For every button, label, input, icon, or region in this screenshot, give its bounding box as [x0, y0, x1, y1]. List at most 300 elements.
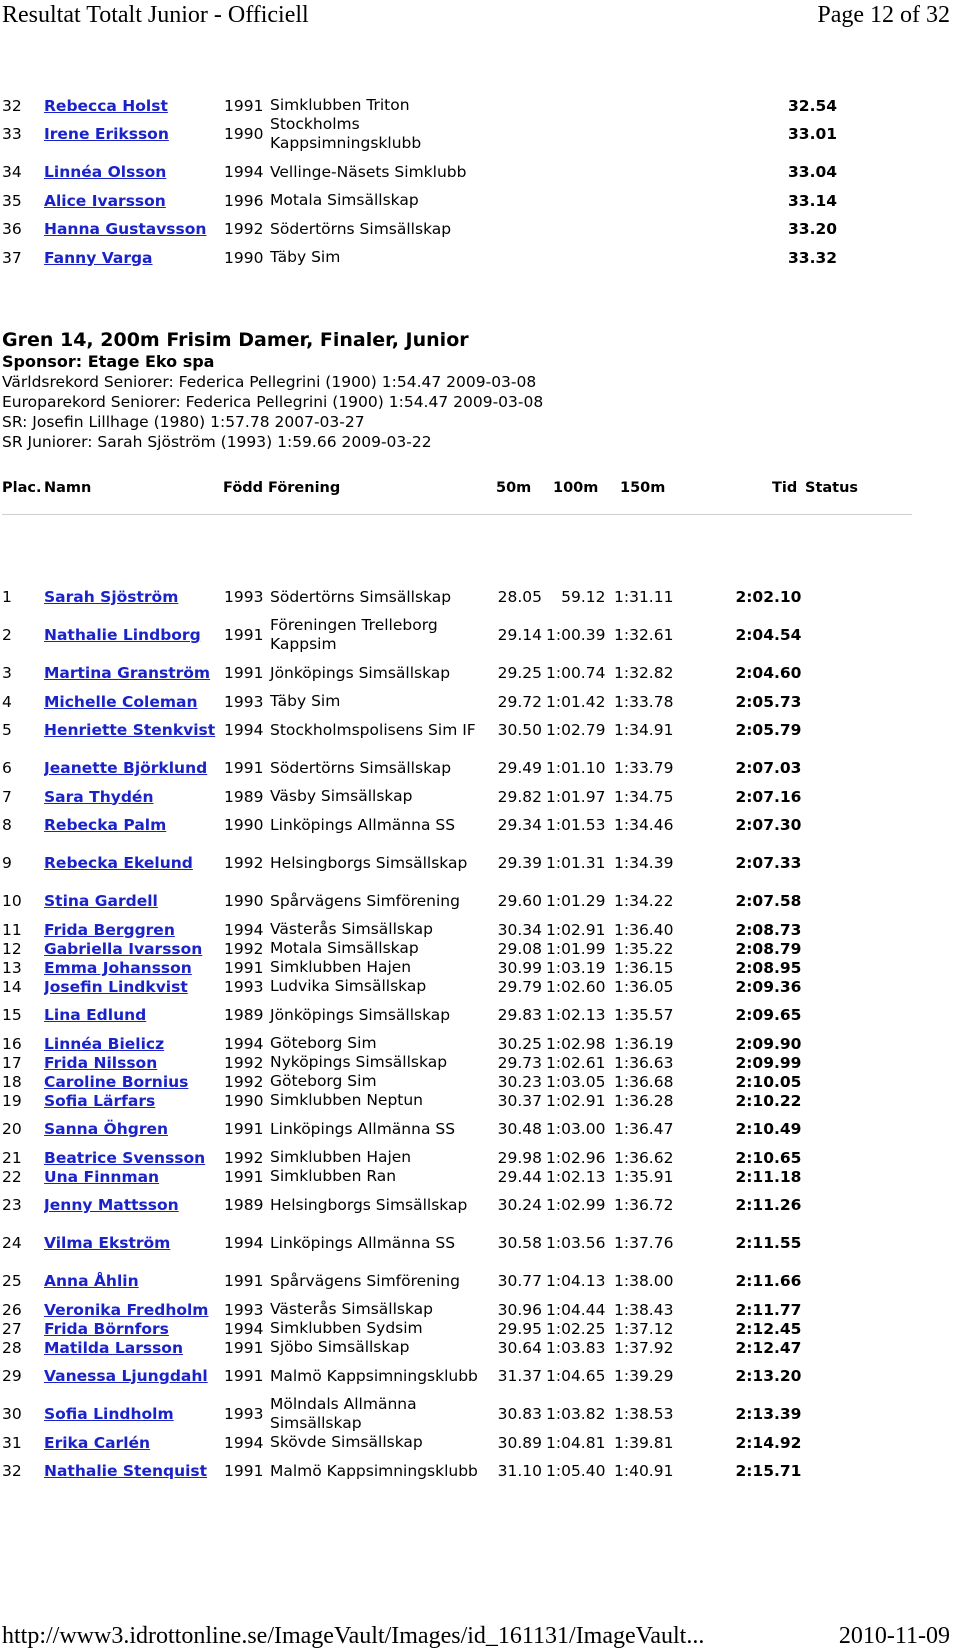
name-cell	[44, 115, 224, 153]
swimmer-link[interactable]: Hanna Gustavsson	[44, 220, 207, 238]
name-cell	[44, 1224, 224, 1262]
split-150m-cell: 1:36.19	[614, 1034, 674, 1053]
table-row	[0, 1395, 801, 1433]
tid-cell: 2:11.18	[735, 1167, 802, 1186]
club-cell: Helsingborgs Simsällskap	[270, 1195, 468, 1214]
split-100m-cell: 1:01.42	[546, 692, 606, 711]
split-150m-cell: 1:31.11	[614, 588, 674, 606]
table-row	[0, 1186, 801, 1224]
plac-cell: 7	[2, 787, 12, 806]
table-row	[0, 1452, 801, 1490]
record-world: Världsrekord Seniorer: Federica Pellegrini (1900) 1:54.47 2009-03-08	[2, 373, 537, 391]
split-50m-cell: 29.44	[497, 1167, 542, 1186]
plac-cell: 1	[2, 588, 12, 606]
name-cell	[44, 806, 224, 844]
year-cell: 1990	[224, 248, 264, 267]
year-cell: 1992	[224, 1148, 264, 1167]
tid-cell: 2:10.05	[735, 1072, 802, 1091]
split-100m-cell: 1:00.74	[546, 664, 606, 682]
club-cell: Södertörns Simsällskap	[270, 587, 452, 606]
table-row	[0, 210, 837, 248]
col-namn: Namn	[44, 480, 92, 496]
name-cell	[44, 1262, 224, 1300]
year-cell: 1991	[224, 759, 264, 777]
tid-cell: 2:07.03	[735, 759, 802, 777]
table-row	[0, 977, 801, 996]
spacer-cell	[468, 210, 788, 248]
table-row	[0, 787, 801, 806]
plac-cell: 24	[2, 1234, 22, 1252]
swimmer-link[interactable]: Linnéa Olsson	[44, 163, 167, 181]
plac-cell: 35	[2, 191, 22, 210]
name-cell	[44, 654, 224, 692]
table-row	[0, 115, 837, 153]
name-cell	[44, 1186, 224, 1224]
plac-cell: 2	[2, 626, 12, 644]
split-150m-cell: 1:36.63	[614, 1053, 674, 1072]
plac-cell: 10	[2, 892, 22, 910]
name-cell	[44, 1091, 224, 1110]
club-cell: Spårvägens Simförening	[270, 1271, 460, 1290]
event-info	[2, 328, 543, 452]
name-cell	[44, 1148, 224, 1167]
plac-cell: 8	[2, 816, 12, 834]
tid-cell: 2:07.33	[735, 854, 802, 872]
split-50m-cell: 30.77	[497, 1272, 542, 1290]
split-150m-cell: 1:33.79	[614, 759, 674, 777]
split-100m-cell: 1:01.99	[546, 939, 606, 958]
table-row	[0, 920, 801, 939]
name-cell	[44, 1110, 224, 1148]
col-status: Status	[805, 480, 859, 496]
name-cell	[44, 1319, 224, 1338]
split-150m-cell: 1:40.91	[614, 1462, 674, 1480]
table-row	[0, 1053, 801, 1072]
year-cell: 1994	[224, 1034, 264, 1053]
split-100m-cell: 1:01.10	[546, 759, 606, 777]
club-cell: Simklubben Triton	[270, 96, 410, 114]
split-50m-cell: 29.60	[497, 892, 542, 910]
tid-cell: 2:11.66	[735, 1272, 802, 1290]
split-150m-cell: 1:34.22	[614, 892, 674, 910]
header-divider	[2, 514, 912, 515]
col-plac: Plac.	[2, 480, 42, 496]
split-50m-cell: 30.64	[497, 1338, 542, 1357]
year-cell: 1992	[224, 220, 264, 238]
swimmer-link[interactable]: Emma Johansson	[44, 958, 192, 977]
swimmer-link[interactable]: Stina Gardell	[44, 892, 158, 910]
year-cell: 1990	[224, 125, 264, 143]
year-cell: 1994	[224, 1433, 264, 1452]
year-cell: 1991	[224, 626, 264, 644]
name-cell	[44, 977, 224, 996]
split-50m-cell: 30.23	[497, 1072, 542, 1091]
plac-cell: 13	[2, 958, 22, 977]
results-table	[0, 578, 801, 1490]
tid-cell: 2:15.71	[735, 1462, 802, 1480]
split-50m-cell: 30.89	[497, 1433, 542, 1452]
swimmer-link[interactable]: Frida Börnfors	[44, 1319, 169, 1338]
table-row	[0, 711, 801, 749]
plac-cell: 18	[2, 1072, 22, 1091]
name-cell	[44, 1357, 224, 1395]
year-cell: 1994	[224, 1234, 264, 1252]
table-row	[0, 1357, 801, 1395]
club-cell: Simklubben Ran	[270, 1167, 397, 1185]
swimmer-link[interactable]: Sara Thydén	[44, 787, 154, 806]
tid-cell: 2:12.47	[735, 1338, 802, 1357]
spacer-cell	[468, 115, 788, 153]
col-50m: 50m	[496, 480, 532, 496]
split-150m-cell: 1:36.47	[614, 1120, 674, 1138]
name-cell	[44, 191, 224, 210]
swimmer-link[interactable]: Vanessa Ljungdahl	[44, 1367, 208, 1385]
year-cell: 1994	[224, 163, 264, 181]
name-cell	[44, 939, 224, 958]
year-cell: 1993	[224, 1300, 264, 1319]
plac-cell: 6	[2, 759, 12, 777]
tid-cell: 2:09.65	[735, 1006, 802, 1024]
plac-cell: 32	[2, 1462, 22, 1480]
split-100m-cell: 1:01.53	[546, 816, 606, 834]
split-100m-cell: 1:05.40	[546, 1462, 606, 1480]
table-row	[0, 96, 837, 115]
club-cell: Simklubben Neptun	[270, 1091, 424, 1109]
year-cell: 1990	[224, 1091, 264, 1110]
spacer-cell	[468, 248, 788, 267]
club-cell: Malmö Kappsimningsklubb	[270, 1366, 478, 1385]
plac-cell: 27	[2, 1319, 22, 1338]
spacer-cell	[468, 191, 788, 210]
table-row	[0, 806, 801, 844]
record-sr-junior: SR Juniorer: Sarah Sjöström (1993) 1:59.66 2009-03-22	[2, 433, 432, 451]
year-cell: 1989	[224, 1196, 264, 1214]
name-cell	[44, 96, 224, 115]
year-cell: 1991	[224, 1272, 264, 1290]
club-cell: Helsingborgs Simsällskap	[270, 853, 468, 872]
swimmer-link[interactable]: Caroline Bornius	[44, 1072, 189, 1091]
split-150m-cell: 1:38.53	[614, 1405, 674, 1423]
footer-url: http://www3.idrottonline.se/ImageVault/Images/id_161131/ImageVault...	[2, 1623, 705, 1649]
split-100m-cell: 1:02.13	[546, 1006, 606, 1024]
name-cell	[44, 958, 224, 977]
year-cell: 1991	[224, 1120, 264, 1138]
split-50m-cell: 31.37	[497, 1367, 542, 1385]
club-cell: Sjöbo Simsällskap	[270, 1338, 410, 1356]
results-column-headers	[0, 480, 940, 500]
swimmer-link[interactable]: Nathalie Lindborg	[44, 626, 201, 644]
split-50m-cell: 29.08	[497, 939, 542, 958]
swimmer-link[interactable]: Jeanette Björklund	[44, 759, 208, 777]
tid-cell: 2:07.58	[735, 892, 802, 910]
tid-cell: 2:07.16	[735, 787, 802, 806]
name-cell	[44, 787, 224, 806]
swimmer-link[interactable]: Michelle Coleman	[44, 692, 198, 711]
record-europe: Europarekord Seniorer: Federica Pellegrini (1900) 1:54.47 2009-03-08	[2, 393, 544, 411]
split-50m-cell: 29.49	[497, 759, 542, 777]
split-100m-cell: 1:03.83	[546, 1338, 606, 1357]
swimmer-link[interactable]: Jenny Mattsson	[44, 1196, 179, 1214]
split-150m-cell: 1:38.43	[614, 1300, 674, 1319]
year-cell: 1992	[224, 1053, 264, 1072]
split-150m-cell: 1:34.91	[614, 721, 674, 739]
name-cell	[44, 153, 224, 191]
name-cell	[44, 210, 224, 248]
table-row	[0, 749, 801, 787]
split-50m-cell: 29.72	[497, 692, 542, 711]
club-cell: Stockholms Kappsimningsklubb	[270, 115, 422, 152]
split-100m-cell: 1:01.29	[546, 892, 606, 910]
split-50m-cell: 29.95	[497, 1319, 542, 1338]
table-row	[0, 1433, 801, 1452]
split-100m-cell: 1:02.96	[546, 1148, 606, 1167]
split-50m-cell: 30.99	[497, 958, 542, 977]
split-50m-cell: 29.39	[497, 854, 542, 872]
swimmer-link[interactable]: Henriette Stenkvist	[44, 721, 216, 739]
split-50m-cell: 30.83	[497, 1405, 542, 1423]
plac-cell: 33	[2, 125, 22, 143]
swimmer-link[interactable]: Anna Åhlin	[44, 1272, 139, 1290]
swimmer-link[interactable]: Beatrice Svensson	[44, 1148, 206, 1167]
tid-cell: 2:07.30	[735, 816, 802, 834]
swimmer-link[interactable]: Una Finnman	[44, 1167, 160, 1186]
name-cell	[44, 1338, 224, 1357]
split-50m-cell: 30.96	[497, 1300, 542, 1319]
name-cell	[44, 1053, 224, 1072]
split-100m-cell: 1:04.44	[546, 1300, 606, 1319]
split-150m-cell: 1:33.78	[614, 692, 674, 711]
swimmer-link[interactable]: Erika Carlén	[44, 1433, 151, 1452]
club-cell: Västerås Simsällskap	[270, 1300, 434, 1318]
swimmer-link[interactable]: Sofia Lärfars	[44, 1091, 156, 1110]
split-50m-cell: 30.24	[497, 1196, 542, 1214]
table-row	[0, 1148, 801, 1167]
plac-cell: 34	[2, 163, 22, 181]
club-cell: Ludvika Simsällskap	[270, 977, 427, 995]
col-fodd: Född	[223, 480, 264, 496]
year-cell: 1993	[224, 692, 264, 711]
year-cell: 1994	[224, 1319, 264, 1338]
split-100m-cell: 1:04.81	[546, 1433, 606, 1452]
split-100m-cell: 59.12	[561, 588, 606, 606]
split-150m-cell: 1:36.72	[614, 1196, 674, 1214]
table-row	[0, 578, 801, 616]
split-150m-cell: 1:36.68	[614, 1072, 674, 1091]
swimmer-link[interactable]: Linnéa Bielicz	[44, 1034, 165, 1053]
split-50m-cell: 30.50	[497, 721, 542, 739]
tid-cell: 2:08.95	[735, 958, 802, 977]
split-150m-cell: 1:37.76	[614, 1234, 674, 1252]
swimmer-link[interactable]: Matilda Larsson	[44, 1338, 183, 1357]
split-150m-cell: 1:36.28	[614, 1091, 674, 1110]
plac-cell: 5	[2, 721, 12, 739]
tid-cell: 2:10.65	[735, 1148, 802, 1167]
table-row	[0, 1319, 801, 1338]
split-150m-cell: 1:38.00	[614, 1272, 674, 1290]
year-cell: 1991	[224, 958, 264, 977]
club-cell: Stockholmspolisens Sim IF	[270, 720, 476, 739]
year-cell: 1991	[224, 1338, 264, 1357]
split-100m-cell: 1:03.00	[546, 1120, 606, 1138]
tid-cell: 2:12.45	[735, 1319, 802, 1338]
col-tid: Tid	[772, 480, 798, 496]
year-cell: 1989	[224, 1006, 264, 1024]
tid-cell: 2:02.10	[735, 588, 802, 606]
plac-cell: 17	[2, 1053, 22, 1072]
footer-date: 2010-11-09	[838, 1623, 950, 1649]
table-row	[0, 996, 801, 1034]
plac-cell: 4	[2, 692, 12, 711]
page-footer	[0, 1620, 960, 1652]
split-50m-cell: 29.98	[497, 1148, 542, 1167]
split-100m-cell: 1:02.61	[546, 1053, 606, 1072]
split-50m-cell: 28.05	[497, 588, 542, 606]
club-cell: Malmö Kappsimningsklubb	[270, 1461, 478, 1480]
split-100m-cell: 1:01.31	[546, 854, 606, 872]
swimmer-link[interactable]: Rebecca Holst	[44, 96, 168, 115]
split-50m-cell: 29.79	[497, 977, 542, 996]
club-cell: Göteborg Sim	[270, 1034, 377, 1052]
swimmer-link[interactable]: Frida Berggren	[44, 920, 175, 939]
event-title: Gren 14, 200m Frisim Damer, Finaler, Junior	[2, 329, 469, 351]
split-150m-cell: 1:37.92	[614, 1338, 674, 1357]
split-100m-cell: 1:02.99	[546, 1196, 606, 1214]
tid-cell: 2:10.49	[735, 1120, 802, 1138]
year-cell: 1991	[224, 1367, 264, 1385]
plac-cell: 32	[2, 96, 22, 115]
table-row	[0, 1338, 801, 1357]
tid-cell: 33.20	[788, 220, 838, 238]
split-100m-cell: 1:04.13	[546, 1272, 606, 1290]
plac-cell: 3	[2, 664, 12, 682]
swimmer-link[interactable]: Irene Eriksson	[44, 125, 169, 143]
tid-cell: 2:10.22	[735, 1091, 802, 1110]
year-cell: 1994	[224, 920, 264, 939]
table-row	[0, 958, 801, 977]
swimmer-link[interactable]: Fanny Varga	[44, 248, 153, 267]
name-cell	[44, 882, 224, 920]
club-cell: Skövde Simsällskap	[270, 1433, 423, 1451]
swimmer-link[interactable]: Sanna Öhgren	[44, 1120, 169, 1138]
tid-cell: 2:04.54	[735, 626, 802, 644]
split-100m-cell: 1:02.25	[546, 1319, 606, 1338]
plac-cell: 37	[2, 248, 22, 267]
tid-cell: 33.04	[788, 163, 838, 181]
split-50m-cell: 30.48	[497, 1120, 542, 1138]
name-cell	[44, 1433, 224, 1452]
swimmer-link[interactable]: Nathalie Stenquist	[44, 1462, 208, 1480]
split-100m-cell: 1:02.98	[546, 1034, 606, 1053]
table-row	[0, 1224, 801, 1262]
split-50m-cell: 29.83	[497, 1006, 542, 1024]
club-cell: Simklubben Sydsim	[270, 1319, 423, 1337]
plac-cell: 23	[2, 1196, 22, 1214]
table-row	[0, 1167, 801, 1186]
swimmer-link[interactable]: Lina Edlund	[44, 1006, 147, 1024]
year-cell: 1989	[224, 787, 264, 806]
club-cell: Södertörns Simsällskap	[270, 219, 452, 238]
tid-cell: 2:11.55	[735, 1234, 802, 1252]
swimmer-link[interactable]: Frida Nilsson	[44, 1053, 158, 1072]
split-150m-cell: 1:35.57	[614, 1006, 674, 1024]
page-header	[0, 0, 960, 32]
table-row	[0, 191, 837, 210]
split-100m-cell: 1:03.56	[546, 1234, 606, 1252]
table-row	[0, 692, 801, 711]
year-cell: 1993	[224, 588, 264, 606]
name-cell	[44, 248, 224, 267]
table-row	[0, 1091, 801, 1110]
swimmer-link[interactable]: Josefin Lindkvist	[44, 977, 188, 996]
club-cell: Väsby Simsällskap	[270, 787, 413, 805]
swimmer-link[interactable]: Rebecka Palm	[44, 816, 167, 834]
tid-cell: 2:08.73	[735, 920, 802, 939]
split-100m-cell: 1:03.82	[546, 1405, 606, 1423]
swimmer-link[interactable]: Gabriella Ivarsson	[44, 939, 203, 958]
swimmer-link[interactable]: Vilma Ekström	[44, 1234, 171, 1252]
split-100m-cell: 1:01.97	[546, 787, 606, 806]
tid-cell: 33.32	[788, 248, 838, 267]
table-row	[0, 939, 801, 958]
split-150m-cell: 1:35.91	[614, 1167, 674, 1186]
swimmer-link[interactable]: Martina Granström	[44, 664, 211, 682]
name-cell	[44, 1167, 224, 1186]
col-100m: 100m	[553, 480, 599, 496]
name-cell	[44, 844, 224, 882]
event-sponsor: Sponsor: Etage Eko spa	[2, 352, 215, 371]
swimmer-link[interactable]: Sarah Sjöström	[44, 588, 179, 606]
split-150m-cell: 1:36.62	[614, 1148, 674, 1167]
swimmer-link[interactable]: Sofia Lindholm	[44, 1405, 174, 1423]
split-100m-cell: 1:02.91	[546, 1091, 606, 1110]
table-row	[0, 882, 801, 920]
tid-cell: 33.01	[788, 125, 838, 143]
tid-cell: 33.14	[788, 191, 838, 210]
club-cell: Göteborg Sim	[270, 1072, 377, 1090]
split-150m-cell: 1:32.61	[614, 626, 674, 644]
club-cell: Nyköpings Simsällskap	[270, 1053, 448, 1071]
swimmer-link[interactable]: Veronika Fredholm	[44, 1300, 209, 1319]
spacer-cell	[468, 153, 788, 191]
swimmer-link[interactable]: Rebecka Ekelund	[44, 854, 193, 872]
year-cell: 1992	[224, 854, 264, 872]
tid-cell: 2:11.26	[735, 1196, 802, 1214]
split-100m-cell: 1:02.60	[546, 977, 606, 996]
club-cell: Täby Sim	[270, 248, 341, 266]
club-cell: Vellinge-Näsets Simklubb	[270, 162, 467, 181]
name-cell	[44, 996, 224, 1034]
swimmer-link[interactable]: Alice Ivarsson	[44, 191, 166, 210]
tid-cell: 2:09.36	[735, 977, 802, 996]
name-cell	[44, 1072, 224, 1091]
club-cell: Jönköpings Simsällskap	[270, 663, 451, 682]
split-150m-cell: 1:35.22	[614, 939, 674, 958]
table-row	[0, 616, 801, 654]
split-100m-cell: 1:02.13	[546, 1167, 606, 1186]
plac-cell: 25	[2, 1272, 22, 1290]
tid-cell: 2:05.79	[735, 721, 802, 739]
name-cell	[44, 692, 224, 711]
name-cell	[44, 616, 224, 654]
split-50m-cell: 29.25	[497, 664, 542, 682]
plac-cell: 15	[2, 1006, 22, 1024]
split-150m-cell: 1:36.05	[614, 977, 674, 996]
record-sr: SR: Josefin Lillhage (1980) 1:57.78 2007-03-27	[2, 413, 365, 431]
year-cell: 1991	[224, 1462, 264, 1480]
col-150m: 150m	[620, 480, 666, 496]
name-cell	[44, 1034, 224, 1053]
tid-cell: 2:04.60	[735, 664, 802, 682]
